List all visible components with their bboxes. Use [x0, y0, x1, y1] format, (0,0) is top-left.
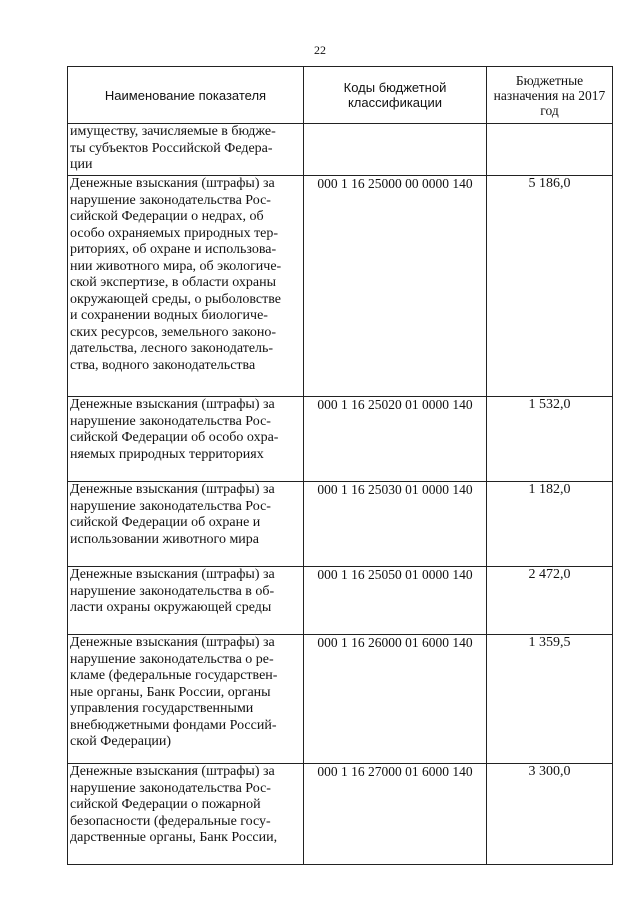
indicator-name-line: нии животного мира, об экологиче- [70, 258, 282, 274]
indicator-name-line: нарушение законодательства Рос- [70, 192, 271, 208]
budget-table [67, 66, 613, 865]
indicator-name-line: нарушение законодательства Рос- [70, 498, 271, 514]
indicator-name-line: ских ресурсов, земельного законо- [70, 324, 276, 340]
budget-code-cell: 000 1 16 25050 01 0000 140 [304, 567, 487, 635]
indicator-name-line: ласти охраны окружающей среды [70, 600, 272, 615]
indicator-name-line: ской Федерации) [70, 734, 172, 749]
header-codes: Коды бюджетной классификации [304, 67, 487, 124]
indicator-name-cell [68, 176, 304, 397]
indicator-name-cell [68, 397, 304, 482]
indicator-name-line: сийской Федерации об охране и [70, 515, 261, 530]
indicator-name-line: Денежные взыскания (штрафы) за [70, 482, 275, 497]
indicator-name-cell [68, 482, 304, 567]
table-row [68, 124, 613, 176]
indicator-name-cell [68, 635, 304, 764]
indicator-name-line: ской экспертизе, в области охраны [70, 275, 277, 290]
indicator-name-line: окружающей среды, о рыболовстве [70, 291, 281, 307]
indicator-name-cell [68, 764, 304, 865]
indicator-name-line: дательства, лесного законодатель- [70, 341, 274, 356]
table-row [68, 567, 613, 635]
indicator-name-line: риториях, об охране и использова- [70, 242, 277, 257]
budget-code-cell [304, 124, 487, 176]
budget-amount-cell [487, 124, 613, 176]
budget-code-cell: 000 1 16 25030 01 0000 140 [304, 482, 487, 567]
indicator-name-line: нарушение законодательства о ре- [70, 651, 274, 667]
budget-code-cell: 000 1 16 25020 01 0000 140 [304, 397, 487, 482]
budget-amount-cell: 3 300,0 [487, 764, 613, 865]
budget-amount-cell: 1 532,0 [487, 397, 613, 482]
indicator-name-line: управления государственными [70, 701, 254, 716]
indicator-name-line: нарушение законодательства Рос- [70, 780, 271, 796]
indicator-name-line: Денежные взыскания (штрафы) за [70, 567, 275, 582]
indicator-name-line: нарушение законодательства Рос- [70, 413, 271, 429]
indicator-name-line: ты субъектов Российской Федера- [70, 140, 273, 156]
indicator-name-cell [68, 124, 304, 176]
indicator-name-line: Денежные взыскания (штрафы) за [70, 635, 275, 650]
header-amount: Бюджетные назначения на 2017 год [487, 67, 613, 124]
indicator-name-line: сийской Федерации об особо охра- [70, 430, 279, 445]
indicator-name-line: ства, водного законодательства [70, 357, 256, 373]
budget-amount-cell: 5 186,0 [487, 176, 613, 397]
budget-amount-cell: 1 359,5 [487, 635, 613, 764]
table-row [68, 482, 613, 567]
header-name: Наименование показателя [68, 67, 304, 124]
budget-amount-cell: 1 182,0 [487, 482, 613, 567]
page-number: 22 [314, 43, 326, 57]
indicator-name-line: ные органы, Банк России, органы [70, 684, 271, 700]
indicator-name-line: сийской Федерации о пожарной [70, 797, 261, 812]
budget-amount-cell: 2 472,0 [487, 567, 613, 635]
indicator-name-line: сийской Федерации о недрах, об [70, 209, 264, 224]
budget-code-cell: 000 1 16 26000 01 6000 140 [304, 635, 487, 764]
indicator-name-line: нарушение законодательства в об- [70, 583, 275, 599]
indicator-name-line: ции [70, 157, 93, 172]
indicator-name-line: няемых природных территориях [70, 446, 264, 462]
indicator-name-line: и сохранении водных биологиче- [70, 308, 268, 323]
indicator-name-cell [68, 567, 304, 635]
indicator-name-line: дарственные органы, Банк России, [70, 830, 278, 845]
table-header-row [68, 67, 613, 124]
budget-code-cell: 000 1 16 27000 01 6000 140 [304, 764, 487, 865]
table-row [68, 635, 613, 764]
indicator-name-line: имуществу, зачисляемые в бюдже- [70, 124, 276, 139]
indicator-name-line: кламе (федеральные государствен- [70, 668, 278, 683]
indicator-name-line: Денежные взыскания (штрафы) за [70, 176, 275, 191]
indicator-name-line: особо охраняемых природных тер- [70, 225, 279, 241]
budget-code-cell: 000 1 16 25000 00 0000 140 [304, 176, 487, 397]
table-row [68, 176, 613, 397]
indicator-name-line: безопасности (федеральные госу- [70, 813, 271, 829]
indicator-name-line: внебюджетными фондами Россий- [70, 717, 277, 733]
table-row [68, 397, 613, 482]
indicator-name-line: Денежные взыскания (штрафы) за [70, 397, 275, 412]
indicator-name-line: Денежные взыскания (штрафы) за [70, 764, 275, 779]
indicator-name-line: использовании животного мира [70, 531, 260, 547]
table-row [68, 764, 613, 865]
